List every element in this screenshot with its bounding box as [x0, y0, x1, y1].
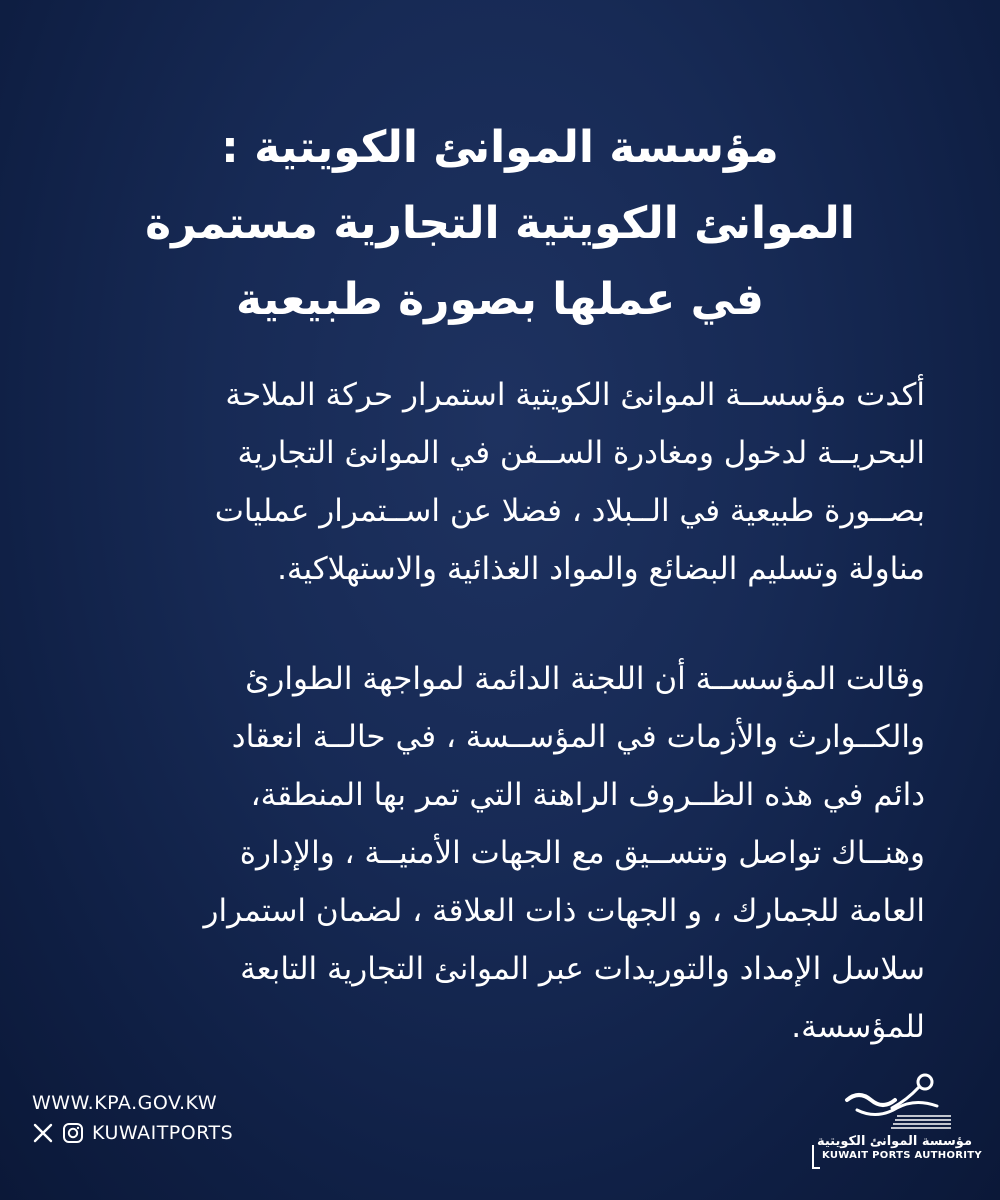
- logo-arabic-name: مؤسسة الموانئ الكويتية: [816, 1134, 972, 1149]
- paragraph-1-line: مناولة وتسليم البضائع والمواد الغذائية والاستهلاكية.: [277, 551, 925, 587]
- paragraph-2-line: والكــوارث والأزمات في المؤســسة ، في حالــة انعقاد: [231, 719, 925, 755]
- headline-line-1: مؤسسة الموانئ الكويتية :: [221, 122, 779, 173]
- paragraph-2-line: وقالت المؤسســة أن اللجنة الدائمة لمواجهة الطوارئ: [245, 661, 925, 697]
- website-link[interactable]: WWW.KPA.GOV.KW: [32, 1092, 218, 1114]
- paragraph-2-line: للمؤسسة.: [791, 1009, 925, 1045]
- paragraph-2-line: العامة للجمارك ، و الجهات ذات العلاقة ، لضمان استمرار: [203, 893, 925, 929]
- headline: [80, 110, 920, 338]
- paragraph-2-line: دائم في هذه الظــروف الراهنة التي تمر بها المنطقة،: [250, 777, 925, 813]
- paragraph-2: [80, 650, 925, 1056]
- footer-contact: [32, 1088, 233, 1148]
- paragraph-1-line: أكدت مؤسســة الموانئ الكويتية استمرار حركة الملاحة: [225, 377, 925, 413]
- instagram-icon[interactable]: [62, 1122, 84, 1144]
- logo-english-name: KUWAIT PORTS AUTHORITY: [822, 1150, 982, 1161]
- x-icon[interactable]: [32, 1122, 54, 1144]
- social-handle[interactable]: KUWAITPORTS: [92, 1122, 234, 1144]
- anchor-wave-emblem-icon: [837, 1070, 957, 1132]
- paragraph-1-line: بصــورة طبيعية في الــبلاد ، فضلا عن اســتمرار عمليات: [214, 493, 925, 529]
- paragraph-2-line: سلاسل الإمداد والتوريدات عبر الموانئ التجارية التابعة: [240, 951, 925, 987]
- kpa-logo: [816, 1070, 982, 1180]
- paragraph-1: [80, 366, 925, 598]
- paragraph-2-line: وهنــاك تواصل وتنســيق مع الجهات الأمنيــة ، والإدارة: [239, 835, 925, 871]
- headline-line-2: الموانئ الكويتية التجارية مستمرة: [145, 198, 855, 249]
- paragraph-1-line: البحريــة لدخول ومغادرة الســفن في الموانئ التجارية: [237, 435, 925, 471]
- headline-line-3: في عملها بصورة طبيعية: [236, 274, 764, 325]
